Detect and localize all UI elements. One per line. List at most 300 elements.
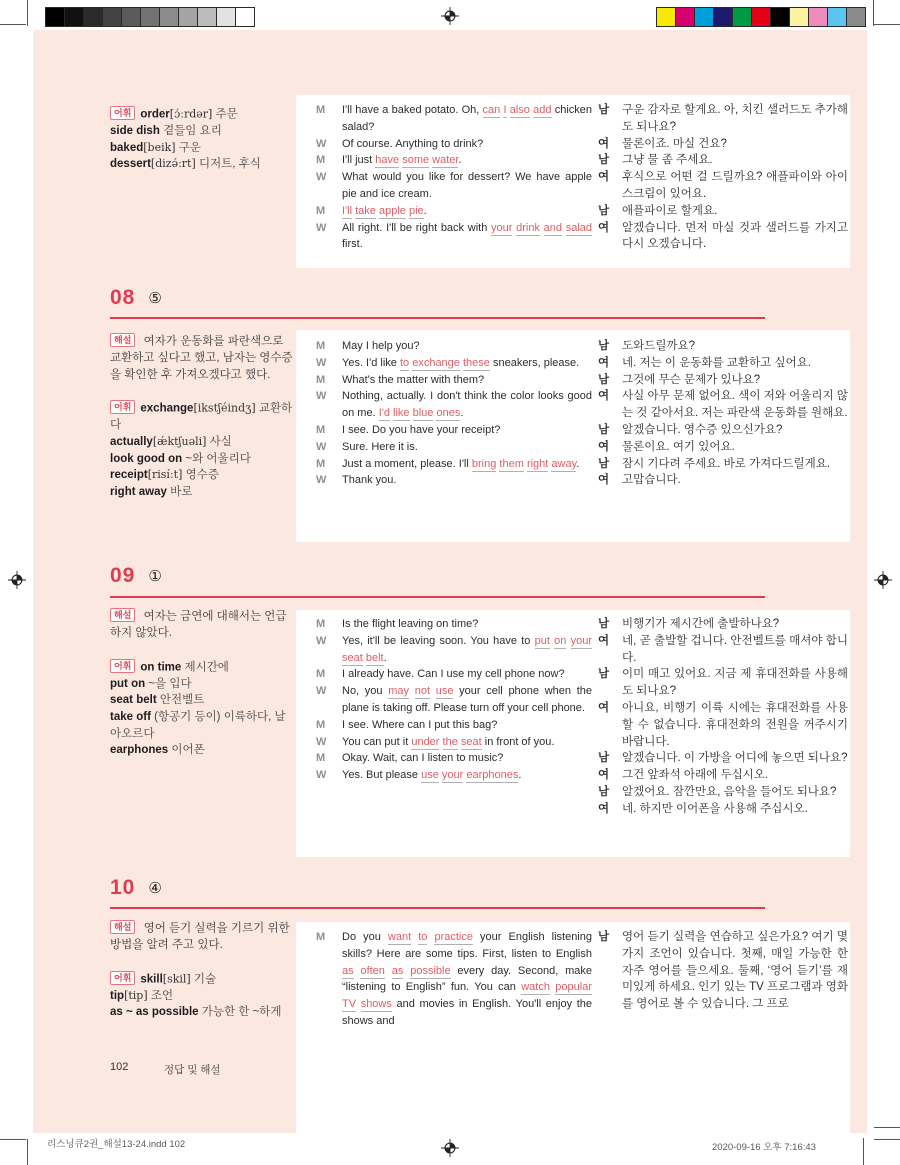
dialogue-line [316,152,592,169]
highlighted-phrase: have [375,154,400,167]
explanation-note: 해설 영어 듣기 실력을 기르기 위한 방법을 알려 주고 있다. [110,922,290,952]
highlighted-phrase: also [509,104,530,116]
dialogue-line [316,734,592,751]
color-swatch [751,7,771,27]
dialogue-line [316,388,592,422]
highlighted-phrase: apple [378,204,406,217]
vocab-entry [110,140,294,157]
dialogue-line [316,666,592,683]
vocab-definition: ~을 입다 [148,677,192,690]
dialogue-text: You can put it under the seat in front of you. [342,735,555,748]
registration-mark-icon [441,1139,459,1157]
highlighted-phrase: watch [521,981,550,994]
dialogue-text: Yes. I'd like to exchange these sneakers, please. [342,356,580,369]
vocab-definition: 사실 [209,435,232,448]
highlighted-phrase: earphones [466,769,519,782]
dialogue-text: I see. Where can I put this bag? [342,718,498,731]
vocab-pronunciation: [risíːt] [147,468,183,482]
color-swatch [656,7,676,27]
highlighted-phrase: pie [408,204,424,217]
sidebar-notes-10 [110,920,294,1021]
dialogue-line [316,355,592,372]
translation-line [598,750,848,767]
highlighted-phrase: your [491,221,513,234]
grayscale-swatch [178,7,198,27]
highlighted-phrase: can [482,104,501,116]
vocab-definition: 곁들임 요리 [163,125,222,138]
highlighted-phrase: may [388,685,410,698]
crop-mark [873,0,874,26]
highlighted-phrase: and [543,221,563,234]
highlighted-phrase: TV [342,998,357,1011]
speaker-label-korean: 여 [598,769,610,782]
highlighted-phrase: to [399,356,410,369]
speaker-label-korean: 남 [598,618,610,630]
dialogue-line [316,136,592,153]
grayscale-swatch [159,7,179,27]
color-swatch [694,7,714,27]
vocab-definition: 주문 [215,108,238,121]
speaker-label: M [316,668,326,681]
dialogue-08 [316,338,592,489]
dialogue-text: I'll take apple pie. [342,204,427,217]
grayscale-swatch [102,7,122,27]
section-divider [110,317,765,319]
translation-10 [598,929,848,1013]
highlighted-phrase: practice [434,931,473,943]
highlighted-phrase: as [391,964,404,977]
highlighted-phrase: them [499,457,524,470]
vocab-definition: 바로 [170,485,193,498]
dialogue-line [316,102,592,136]
speaker-label-korean: 여 [598,390,610,403]
speaker-label-korean: 여 [598,701,610,714]
speaker-label: W [316,221,327,234]
speaker-label-korean: 여 [598,634,610,647]
translation-text: 잠시 기다려 주세요. 바로 가져다드릴게요. [622,457,831,470]
dialogue-10 [316,929,592,1030]
speaker-label: M [316,340,326,352]
footer-section-label: 정답 및 해설 [164,1064,221,1076]
speaker-label: W [316,769,327,782]
vocab-entry [110,400,294,434]
translation-line [598,338,848,355]
translation-text: 알겠습니다. 먼저 마실 것과 샐러드를 가지고 다시 오겠습니다. [622,221,848,251]
explanation-badge: 해설 [110,333,135,347]
explanation-note: 해설 여자는 금연에 대해서는 언급하지 않았다. [110,610,287,640]
crop-mark [874,24,900,25]
translation-line [598,472,848,489]
highlighted-phrase: exchange [412,356,460,369]
vocab-entry [110,123,294,140]
vocab-badge: 어휘 [110,106,135,120]
vocab-entry [110,692,294,709]
answer-choice: ④ [148,880,162,897]
speaker-label: W [316,390,327,403]
vocab-term: side dish [110,125,160,138]
dialogue-text: I'll have a baked potato. Oh, can I also add chicken salad? [342,104,592,133]
dialogue-text: Okay. Wait, can I listen to music? [342,752,504,765]
translation-text: 네, 곧 출발할 겁니다. 안전벨트를 매셔야 합니다. [622,634,848,664]
vocab-badge: 어휘 [110,659,135,673]
grayscale-swatch [83,7,103,27]
highlighted-phrase: blue [412,407,434,420]
speaker-label: M [316,718,326,731]
section-heading-08 [110,286,162,310]
translation-line [598,169,848,203]
translation-line [598,372,848,389]
highlighted-phrase: add [533,104,552,116]
translation-line [598,152,848,169]
speaker-label-korean: 여 [598,171,610,184]
vocab-entry [110,988,294,1005]
translation-text: 알겠습니다. 이 가방을 어디에 놓으면 되나요? [622,752,848,765]
section-number: 10 [110,876,136,899]
vocab-entry [110,1004,294,1021]
vocab-definition: 안전벨트 [159,694,205,707]
speaker-label: W [316,685,327,698]
highlighted-phrase: often [360,964,385,977]
explanation-note: 해설 여자가 운동화를 파란색으로 교환하고 싶다고 했고, 남자는 영수증을 확인한 후 가져오겠다고 했다. [110,335,293,381]
translation-line [598,767,848,784]
dialogue-text: Is the flight leaving on time? [342,618,479,630]
dialogue-text: I already have. Can I use my cell phone now? [342,668,565,681]
dialogue-text: Yes. But please use your earphones. [342,769,522,782]
speaker-label-korean: 여 [598,356,610,369]
translation-line [598,203,848,220]
vocab-entry [110,676,294,693]
dialogue-text: What's the matter with them? [342,373,485,386]
speaker-label-korean: 남 [598,423,610,436]
translation-text: 비행기가 제시간에 출발하나요? [622,618,780,630]
dialogue-line [316,372,592,389]
vocab-pronunciation: [beik] [143,140,176,154]
vocab-entry [110,434,294,451]
section-divider [110,907,765,909]
speaker-label: M [316,204,326,217]
color-calibration-bar [657,7,866,27]
translation-line [598,929,848,1013]
vocab-term: exchange [140,402,194,415]
highlighted-phrase: water [432,154,459,167]
speaker-label: M [316,373,326,386]
translation-line [598,439,848,456]
speaker-label-korean: 남 [598,104,610,116]
highlighted-phrase: under [411,735,440,748]
translation-line [598,388,848,422]
translation-line [598,220,848,254]
translation-line [598,700,848,750]
speaker-label-korean: 여 [598,440,610,453]
vocab-entry [110,467,294,484]
vocab-term: earphones [110,744,169,757]
highlighted-phrase: to [418,931,428,943]
translation-line [598,633,848,667]
speaker-label: W [316,474,327,487]
grayscale-swatch [216,7,236,27]
translation-text: 네. 하지만 이어폰을 사용해 주십시오. [622,802,808,815]
vocab-badge: 어휘 [110,400,135,414]
crop-mark [874,1127,900,1128]
speaker-label-korean: 남 [598,457,610,470]
highlighted-phrase: shows [360,998,392,1011]
speaker-label: W [316,137,327,150]
grayscale-swatch [235,7,255,27]
dialogue-line [316,203,592,220]
translation-text: 영어 듣기 실력을 연습하고 싶은가요? 여기 몇 가지 조언이 있습니다. 첫째, 매일 가능한 한 자주 영어를 들으세요. 둘째, ‘영어 듣기’를 재미있게 하세요. 인기 있는 TV 프로그램과 영화를 영어로 볼 수 있습니다. 그 프로 [622,931,848,1011]
grayscale-swatch [45,7,65,27]
vocab-term: look good on [110,452,183,465]
dialogue-line [316,633,592,667]
color-swatch [789,7,809,27]
translation-text: 이미 매고 있어요. 지금 제 휴대전화를 사용해도 되나요? [622,668,848,698]
translation-line [598,456,848,473]
dialogue-line [316,338,592,355]
translation-line [598,422,848,439]
vocab-term: put on [110,677,146,690]
crop-mark [27,1139,28,1165]
translation-line [598,355,848,372]
print-filename: 리스닝큐2권_해설13-24.indd 102 [47,1139,186,1150]
highlighted-phrase: your [570,634,592,647]
speaker-label-korean: 남 [598,785,610,798]
dialogue-line [316,929,592,1030]
vocab-entry [110,451,294,468]
color-swatch [732,7,752,27]
dialogue-line [316,750,592,767]
highlighted-phrase: popular [555,981,592,994]
vocab-term: as ~ as possible [110,1006,199,1019]
highlighted-phrase: use [421,769,439,782]
dialogue-text: Thank you. [342,474,397,487]
print-timestamp: 2020-09-16 오후 7:16:43 [712,1142,816,1153]
vocab-pronunciation: [ɔ́ːrdər] [169,107,213,121]
highlighted-phrase: salad [565,221,593,234]
highlighted-phrase: put [534,634,550,647]
dialogue-line [316,767,592,784]
speaker-label-korean: 여 [598,221,610,234]
highlighted-phrase: drink [516,221,540,234]
vocab-definition: 가능한 한 ~하게 [201,1006,282,1019]
highlighted-phrase: use [435,685,454,698]
grayscale-calibration-bar [46,7,255,27]
speaker-label-korean: 남 [598,931,610,943]
sidebar-notes-09 [110,608,294,759]
highlighted-phrase: I'll [342,204,353,217]
vocab-definition: 제시간에 [184,661,229,674]
dialogue-text: Sure. Here it is. [342,440,418,453]
vocab-term: baked [110,141,144,154]
vocab-term: take off [110,710,151,723]
section-heading-09 [110,564,162,588]
grayscale-swatch [121,7,141,27]
sidebar-vocab-07 [110,106,294,173]
speaker-label: M [316,457,326,470]
speaker-label-korean: 남 [598,373,610,386]
vocab-entry [110,709,294,742]
vocab-definition: 이어폰 [171,744,205,757]
highlighted-phrase: I'd [378,407,390,420]
highlighted-phrase: the [442,735,458,748]
vocab-entry [110,156,294,173]
explanation-badge: 해설 [110,608,135,622]
translation-text: 네. 저는 이 운동화를 교환하고 싶어요. [622,356,811,369]
vocab-term: receipt [110,469,148,482]
speaker-label: M [316,752,326,765]
vocab-pronunciation: [skil] [162,972,191,986]
section-heading-10 [110,876,162,900]
translation-08 [598,338,848,489]
vocab-term: dessert [110,158,151,171]
highlighted-phrase: I [503,104,507,116]
translation-line [598,801,848,818]
color-swatch [846,7,866,27]
grayscale-swatch [197,7,217,27]
crop-mark [874,1139,900,1140]
speaker-label-korean: 여 [598,802,610,815]
crop-mark [863,1138,864,1165]
dialogue-line [316,422,592,439]
translation-text: 알겠습니다. 영수증 있으신가요? [622,423,783,436]
dialogue-text: What would you like for dessert? We have apple pie and ice cream. [342,171,592,200]
crop-mark [0,1139,26,1140]
highlighted-phrase: ones [436,407,461,420]
section-number: 08 [110,286,136,309]
highlighted-phrase: as [342,964,354,977]
speaker-label: W [316,735,327,748]
translation-text: 그건 앞좌석 아래에 두십시오. [622,769,769,782]
vocab-term: order [140,108,170,121]
speaker-label: M [316,154,326,167]
vocab-definition: 구운 [178,141,201,154]
speaker-label-korean: 남 [598,340,610,352]
speaker-label: M [316,104,326,116]
translation-line [598,666,848,700]
vocab-entry [110,484,294,501]
vocab-pronunciation: [ǽktʃuəli] [152,434,207,448]
dialogue-text: Of course. Anything to drink? [342,137,484,150]
explanation-badge: 해설 [110,920,135,934]
vocab-definition: 기술 [193,973,217,986]
highlighted-phrase: on [554,634,567,647]
highlighted-phrase: seat [460,735,482,748]
speaker-label-korean: 남 [598,154,610,167]
dialogue-07 [316,102,592,253]
translation-text: 알겠어요. 잠깐만요, 음악을 들어도 되나요? [622,785,837,798]
crop-mark [27,0,28,26]
dialogue-line [316,456,592,473]
translation-text: 물론이요. 여기 있어요. [622,440,735,453]
vocab-entry [110,742,294,759]
speaker-label: W [316,634,327,647]
registration-mark-icon [441,7,459,25]
highlighted-phrase: bring [471,457,497,470]
translation-text: 애플파이로 할게요. [622,204,718,217]
dialogue-line [316,717,592,734]
dialogue-line [316,683,592,717]
vocab-term: right away [110,485,167,498]
speaker-label: W [316,440,327,453]
dialogue-line [316,616,592,633]
highlighted-phrase: some [402,154,430,167]
highlighted-phrase: like [393,407,410,420]
speaker-label-korean: 남 [598,668,610,681]
vocab-definition: 조언 [150,989,174,1002]
vocab-entry [110,971,294,988]
vocab-definition: 교환하다 [110,402,293,432]
speaker-label: M [316,423,326,436]
vocab-pronunciation: [ikstʃéindʒ] [193,401,256,415]
vocab-term: skill [140,973,163,986]
vocab-term: tip [110,989,125,1002]
vocab-badge: 어휘 [110,971,135,985]
answer-choice: ① [148,568,162,585]
page-number: 102 [110,1061,129,1073]
speaker-label-korean: 여 [598,137,610,150]
dialogue-text: May I help you? [342,340,420,352]
dialogue-09 [316,616,592,784]
color-swatch [675,7,695,27]
translation-line [598,136,848,153]
dialogue-text: Yes, it'll be leaving soon. You have to put on your seat belt. [342,634,592,664]
highlighted-phrase: belt [365,651,384,664]
highlighted-phrase: not [414,685,431,698]
vocab-entry [110,659,294,676]
vocab-definition: (항공기 등이) 이륙하다, 날아오르다 [110,710,286,740]
color-swatch [770,7,790,27]
dialogue-line [316,439,592,456]
dialogue-text: Nothing, actually. I don't think the color looks good on me. I'd like blue ones. [342,390,592,420]
dialogue-text: Do you want to practice your English listening skills? Here are some tips. First, listen to English as often as possible every day. Second, make “listening to English” fun. You can watch popular TV shows and movies in English. You'll enjoy the shows and [342,931,592,1027]
answer-choice: ⑤ [148,290,162,307]
speaker-label: M [316,931,326,943]
translation-text: 그냥 물 좀 주세요. [622,154,713,167]
vocab-term: on time [140,661,182,674]
highlighted-phrase: away [551,457,577,470]
vocab-term: actually [110,435,153,448]
color-swatch [827,7,847,27]
vocab-definition: 디저트, 후식 [198,158,261,171]
sidebar-notes-08 [110,333,294,500]
translation-text: 사실 아무 문제 없어요. 색이 저와 어울리지 않는 것 같아서요. 저는 파란색 운동화를 원해요. [622,390,848,420]
highlighted-phrase: seat [342,651,363,664]
highlighted-phrase: want [387,931,412,943]
translation-text: 도와드릴까요? [622,340,696,352]
vocab-definition: 영수증 [185,469,219,482]
vocab-definition: ~와 어울리다 [185,452,251,465]
highlighted-phrase: your [441,769,464,782]
dialogue-text: No, you may not use your cell phone when the plane is taking off. Please turn off your cell phone. [342,685,592,714]
translation-07 [598,102,848,253]
dialogue-text: I see. Do you have your receipt? [342,423,501,436]
translation-09 [598,616,848,818]
highlighted-phrase: these [462,356,490,369]
dialogue-line [316,220,592,254]
speaker-label: W [316,356,327,369]
translation-text: 고맙습니다. [622,474,681,487]
speaker-label: M [316,618,326,630]
section-number: 09 [110,564,136,587]
dialogue-text: I'll just have some water. [342,154,462,167]
translation-text: 후식으로 어떤 걸 드릴까요? 애플파이와 아이스크림이 있어요. [622,171,848,200]
translation-line [598,616,848,633]
translation-text: 구운 감자로 할게요. 아, 치킨 샐러드도 추가해도 되나요? [622,104,848,133]
grayscale-swatch [140,7,160,27]
translation-line [598,784,848,801]
highlighted-phrase: possible [410,964,451,977]
translation-text: 아니요, 비행기 이륙 시에는 휴대전화를 사용할 수 없습니다. 휴대전화의 전원을 꺼주시기 바랍니다. [622,701,848,748]
color-swatch [808,7,828,27]
